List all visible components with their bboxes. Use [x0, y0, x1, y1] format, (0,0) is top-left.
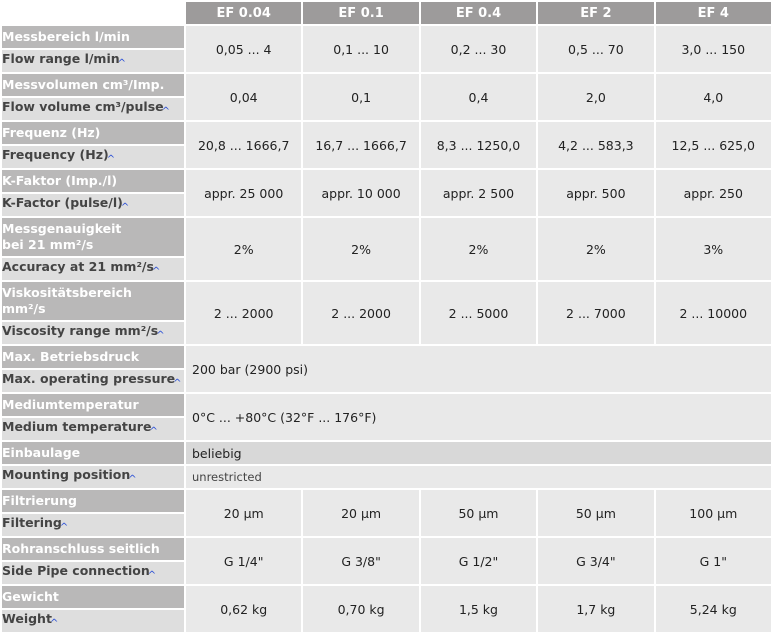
value-cell: 0,1 ... 10: [303, 26, 418, 72]
value-cell: 0,62 kg: [186, 586, 301, 632]
value-cell: 0,2 ... 30: [421, 26, 536, 72]
row-label-en: [2, 146, 184, 168]
row-label-de: Messbereich l/min: [2, 26, 184, 48]
value-cell: G 3/8": [303, 538, 418, 584]
table-row: [2, 74, 771, 96]
row-label-de: Messvolumen cm³/Imp.: [2, 74, 184, 96]
value-cell: 12,5 ... 625,0: [656, 122, 771, 168]
value-cell: 5,24 kg: [656, 586, 771, 632]
header-row: [2, 2, 771, 24]
row-label-en: [2, 466, 184, 488]
row-label-de: Filtrierung: [2, 490, 184, 512]
row-label-en-text: K-Factor (pulse/l): [2, 194, 123, 210]
row-label-de: K-Faktor (Imp./l): [2, 170, 184, 192]
value-cell: 0,4: [421, 74, 536, 120]
row-label-de: [2, 282, 184, 320]
value-cell: appr. 500: [538, 170, 653, 216]
table-row: [2, 394, 771, 416]
row-label-en-text: Accuracy at 21 mm²/s: [2, 258, 154, 274]
value-cell-wide: beliebig: [186, 442, 771, 464]
value-cell: appr. 10 000: [303, 170, 418, 216]
value-cell: 2 ... 5000: [421, 282, 536, 344]
value-cell: appr. 25 000: [186, 170, 301, 216]
row-label-en-text: Flow volume cm³/pulse: [2, 98, 164, 114]
caret-marker-icon: ^: [59, 521, 69, 533]
row-label-de: [2, 218, 184, 256]
row-label-en: [2, 562, 184, 584]
row-label-en: [2, 50, 184, 72]
row-label-de: Max. Betriebsdruck: [2, 346, 184, 368]
value-cell-wide: 0°C ... +80°C (32°F ... 176°F): [186, 394, 771, 440]
value-cell: 2,0: [538, 74, 653, 120]
row-label-en-text: Side Pipe connection: [2, 562, 150, 578]
value-cell: 4,2 ... 583,3: [538, 122, 653, 168]
row-label-de: Mediumtemperatur: [2, 394, 184, 416]
value-cell: 2 ... 7000: [538, 282, 653, 344]
row-label-en-text: Filtering: [2, 514, 62, 530]
caret-marker-icon: ^: [149, 425, 158, 437]
row-label-de-line1: Viskositätsbereich: [2, 285, 132, 300]
row-label-de: Gewicht: [2, 586, 184, 608]
row-label-de: Einbaulage: [2, 442, 184, 464]
caret-marker-icon: ^: [106, 153, 116, 165]
value-cell: 20,8 ... 1666,7: [186, 122, 301, 168]
value-cell-wide: 200 bar (2900 psi): [186, 346, 771, 392]
model-header: EF 4: [656, 2, 771, 24]
caret-marker-icon: ^: [49, 617, 59, 629]
value-cell: appr. 2 500: [421, 170, 536, 216]
value-cell: 100 µm: [656, 490, 771, 536]
value-cell: 16,7 ... 1666,7: [303, 122, 418, 168]
row-label-en: [2, 194, 184, 216]
value-cell: 2%: [538, 218, 653, 280]
row-label-de-line2: mm²/s: [2, 301, 46, 316]
value-cell: 0,70 kg: [303, 586, 418, 632]
header-corner: [2, 2, 184, 24]
value-cell: G 3/4": [538, 538, 653, 584]
row-label-de: Frequenz (Hz): [2, 122, 184, 144]
value-cell: 3,0 ... 150: [656, 26, 771, 72]
value-cell: 2%: [303, 218, 418, 280]
caret-marker-icon: ^: [117, 57, 127, 69]
value-cell: 2%: [186, 218, 301, 280]
value-cell: 2%: [421, 218, 536, 280]
table-row: [2, 490, 771, 512]
row-label-en-text: Medium temperature: [2, 418, 152, 434]
table-row: [2, 586, 771, 608]
value-cell: G 1": [656, 538, 771, 584]
table-row: [2, 26, 771, 48]
caret-marker-icon: ^: [161, 105, 170, 117]
value-cell: 0,1: [303, 74, 418, 120]
caret-marker-icon: ^: [173, 377, 182, 389]
row-label-en: [2, 258, 184, 280]
table-row: [2, 218, 771, 256]
row-label-en: [2, 98, 184, 120]
row-label-en-text: Weight: [2, 610, 52, 626]
row-label-en-text: Frequency (Hz): [2, 146, 109, 162]
table-row: [2, 170, 771, 192]
row-label-en: [2, 418, 184, 440]
row-label-en: [2, 322, 184, 344]
value-cell: 50 µm: [538, 490, 653, 536]
row-label-en: [2, 370, 184, 392]
caret-marker-icon: ^: [128, 473, 137, 485]
model-header: EF 0.4: [421, 2, 536, 24]
value-cell: 20 µm: [186, 490, 301, 536]
value-cell: 50 µm: [421, 490, 536, 536]
row-label-de-line1: Messgenauigkeit: [2, 221, 122, 236]
value-cell: 1,5 kg: [421, 586, 536, 632]
table-row: [2, 122, 771, 144]
table-row: [2, 466, 771, 488]
table-row: [2, 538, 771, 560]
table-row: [2, 346, 771, 368]
model-header: EF 0.1: [303, 2, 418, 24]
row-label-de-line2: bei 21 mm²/s: [2, 237, 94, 252]
value-cell: 4,0: [656, 74, 771, 120]
row-label-en: [2, 514, 184, 536]
model-header: EF 2: [538, 2, 653, 24]
value-cell: 1,7 kg: [538, 586, 653, 632]
model-header: EF 0.04: [186, 2, 301, 24]
caret-marker-icon: ^: [151, 265, 161, 277]
value-cell: 3%: [656, 218, 771, 280]
row-label-en-text: Viscosity range mm²/s: [2, 322, 159, 338]
value-cell: G 1/2": [421, 538, 536, 584]
row-label-de: Rohranschluss seitlich: [2, 538, 184, 560]
caret-marker-icon: ^: [147, 569, 157, 581]
value-cell: appr. 250: [656, 170, 771, 216]
row-label-en: [2, 610, 184, 632]
value-cell-wide: unrestricted: [186, 466, 771, 488]
row-label-en-text: Flow range l/min: [2, 50, 120, 66]
value-cell: 2 ... 2000: [186, 282, 301, 344]
row-label-en-text: Max. operating pressure: [2, 370, 176, 386]
table-row: [2, 442, 771, 464]
caret-marker-icon: ^: [120, 201, 130, 213]
row-label-en-text: Mounting position: [2, 466, 131, 482]
value-cell: 8,3 ... 1250,0: [421, 122, 536, 168]
table-row: [2, 282, 771, 320]
value-cell: 20 µm: [303, 490, 418, 536]
caret-marker-icon: ^: [156, 329, 165, 341]
value-cell: 2 ... 10000: [656, 282, 771, 344]
value-cell: 0,04: [186, 74, 301, 120]
value-cell: G 1/4": [186, 538, 301, 584]
value-cell: 0,5 ... 70: [538, 26, 653, 72]
value-cell: 2 ... 2000: [303, 282, 418, 344]
value-cell: 0,05 ... 4: [186, 26, 301, 72]
